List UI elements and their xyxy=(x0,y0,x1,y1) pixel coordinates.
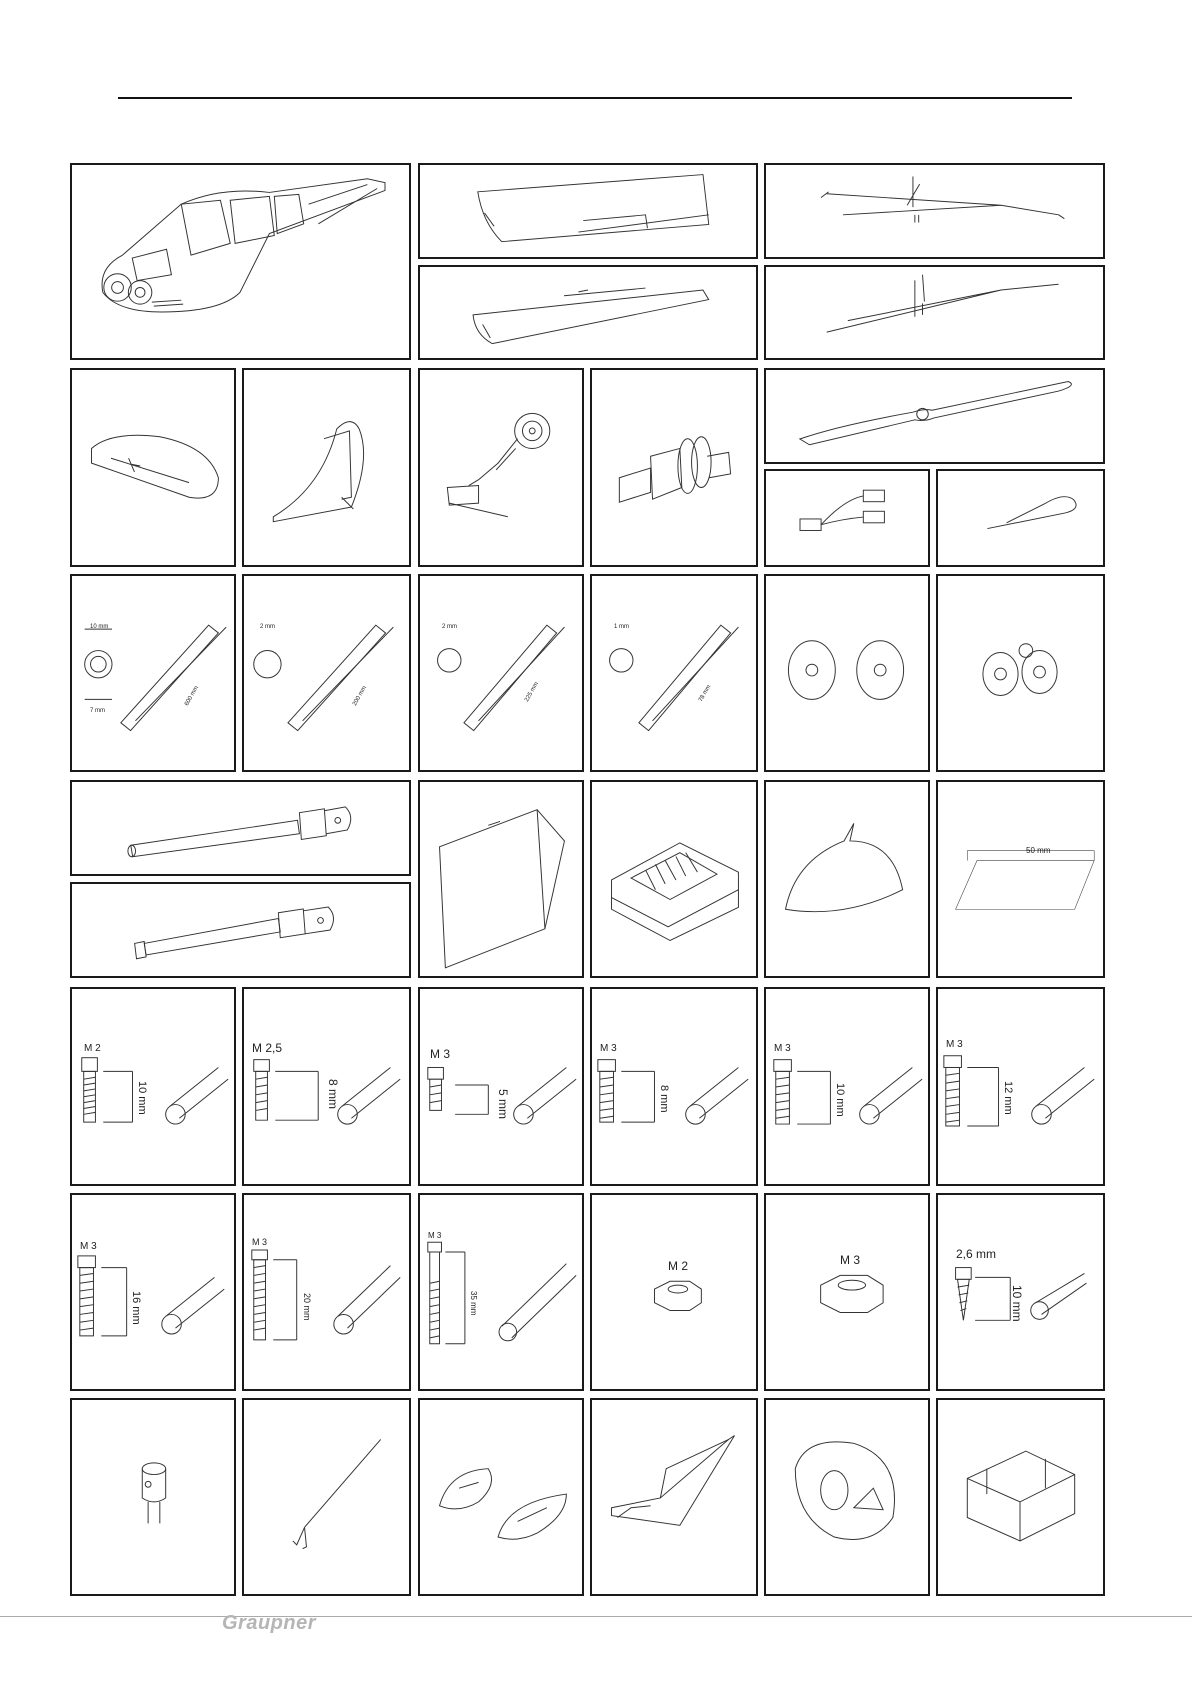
screw-m3-8-drawing xyxy=(592,989,756,1184)
part-rod-10mm xyxy=(70,574,236,772)
part-cowl-ring xyxy=(764,1398,930,1596)
part-rod-2mm-225 xyxy=(418,574,584,772)
part-strut-left xyxy=(764,163,1105,259)
part-small-wheels xyxy=(936,574,1105,772)
part-strut-right xyxy=(764,265,1105,360)
part-screw-m25-8 xyxy=(242,987,411,1186)
nut-m2-drawing xyxy=(592,1195,756,1389)
part-wood-screw xyxy=(936,1193,1105,1391)
screw-m3-10-length-label: 10 mm xyxy=(834,1083,846,1117)
screw-m3-5-thread-label: M 3 xyxy=(430,1047,451,1061)
screw-m3-16-thread-label: M 3 xyxy=(80,1241,97,1252)
propeller-drawing xyxy=(766,370,1103,462)
part-rod-2mm-200 xyxy=(242,574,411,772)
stabilizer-drawing xyxy=(72,370,234,565)
strut-left-drawing xyxy=(766,165,1103,257)
tail-wheel-drawing xyxy=(420,370,582,565)
shaft-2-drawing xyxy=(72,884,409,976)
screw-m3-8-thread-label: M 3 xyxy=(600,1043,617,1054)
screw-m3-16-length-label: 16 mm xyxy=(130,1291,142,1325)
part-nut-m3 xyxy=(764,1193,930,1391)
small-wheels-drawing xyxy=(938,576,1103,770)
landing-gear-drawing xyxy=(592,1400,756,1594)
wood-screw-dia-label: 2,6 mm xyxy=(956,1247,997,1261)
screw-m3-20-thread-label: M 3 xyxy=(252,1237,268,1247)
part-tail-wheel xyxy=(418,368,584,567)
part-screw-m3-35 xyxy=(418,1193,584,1391)
spinner-drawing xyxy=(766,782,928,976)
part-landing-gear xyxy=(590,1398,758,1596)
brand-logo: Graupner xyxy=(222,1612,317,1634)
part-spinner xyxy=(764,780,930,978)
screw-m3-12-length-label: 12 mm xyxy=(1002,1081,1014,1115)
shaft-1-drawing xyxy=(72,782,409,874)
wood-screw-length-label: 10 mm xyxy=(1010,1285,1024,1322)
wing-right-drawing xyxy=(420,165,756,257)
part-motor-box xyxy=(936,1398,1105,1596)
nut-m3-label: M 3 xyxy=(840,1253,861,1267)
screw-m25-8-thread-label: M 2,5 xyxy=(252,1041,283,1055)
rod-2mm-200-dia-label: 2 mm xyxy=(260,624,275,630)
part-cabin-block xyxy=(418,780,584,978)
screw-m3-10-drawing xyxy=(766,989,928,1184)
part-screw-m3-12 xyxy=(936,987,1105,1186)
fuselage-drawing xyxy=(72,165,409,358)
screw-m2-10-length-label: 10 mm xyxy=(136,1081,148,1115)
motor-box-drawing xyxy=(938,1400,1103,1594)
rod-10mm-dia-label: 10 mm xyxy=(90,624,109,630)
part-battery-tray xyxy=(590,780,758,978)
part-rudder xyxy=(242,368,411,567)
part-screw-m2-10 xyxy=(70,987,236,1186)
rod-1mm-drawing xyxy=(592,576,756,770)
cowl-ring-drawing xyxy=(766,1400,928,1594)
collet-drawing xyxy=(72,1400,234,1594)
screw-m3-8-length-label: 8 mm xyxy=(658,1085,670,1113)
part-shaft-2 xyxy=(70,882,411,978)
screw-m3-16-drawing xyxy=(72,1195,234,1389)
screw-m3-12-drawing xyxy=(938,989,1103,1184)
part-fuselage xyxy=(70,163,411,360)
part-screw-m3-5 xyxy=(418,987,584,1186)
strut-right-drawing xyxy=(766,267,1103,358)
screw-m3-12-thread-label: M 3 xyxy=(946,1039,963,1050)
part-screw-m3-20 xyxy=(242,1193,411,1391)
part-propeller xyxy=(764,368,1105,464)
motor-mount-drawing xyxy=(592,370,756,565)
screw-m3-20-length-label: 20 mm xyxy=(302,1293,312,1321)
screw-m3-35-drawing xyxy=(420,1195,582,1389)
screw-m3-5-length-label: 5 mm xyxy=(496,1089,510,1119)
rod-10mm-length-label: 600 mm xyxy=(184,685,201,707)
part-screw-m3-10 xyxy=(764,987,930,1186)
screw-m3-10-thread-label: M 3 xyxy=(774,1043,791,1054)
pushrod-drawing xyxy=(244,1400,409,1594)
wheel-pants-drawing xyxy=(420,1400,582,1594)
nut-m3-drawing xyxy=(766,1195,928,1389)
rod-2mm-225-dia-label: 2 mm xyxy=(442,624,457,630)
header-rule xyxy=(118,97,1072,99)
cabin-block-drawing xyxy=(420,782,582,976)
y-cable-drawing xyxy=(766,471,928,565)
part-stabilizer xyxy=(70,368,236,567)
rod-10mm-drawing xyxy=(72,576,234,770)
footer-rule xyxy=(0,1616,1192,1617)
rod-2mm-225-drawing xyxy=(420,576,582,770)
rod-1mm-length-label: 78 mm xyxy=(698,684,713,703)
part-nut-m2 xyxy=(590,1193,758,1391)
battery-tray-drawing xyxy=(592,782,756,976)
screw-m2-10-thread-label: M 2 xyxy=(84,1043,101,1054)
part-wing-left xyxy=(418,265,758,360)
part-wing-right xyxy=(418,163,758,259)
rod-1mm-dia-label: 1 mm xyxy=(614,624,629,630)
rudder-drawing xyxy=(244,370,409,565)
screw-m3-5-drawing xyxy=(420,989,582,1184)
screw-m3-35-length-label: 35 mm xyxy=(469,1291,478,1316)
screw-m2-10-drawing xyxy=(72,989,234,1184)
mesh-width-label: 50 mm xyxy=(1026,846,1051,855)
part-y-cable xyxy=(764,469,930,567)
mesh-drawing xyxy=(938,782,1103,976)
wing-left-drawing xyxy=(420,267,756,358)
rod-2mm-200-drawing xyxy=(244,576,409,770)
screw-m3-20-drawing xyxy=(244,1195,409,1389)
nut-m2-label: M 2 xyxy=(668,1259,689,1273)
main-wheels-drawing xyxy=(766,576,928,770)
screw-m3-35-thread-label: M 3 xyxy=(428,1231,442,1240)
part-rod-1mm xyxy=(590,574,758,772)
rod-2mm-225-length-label: 225 mm xyxy=(524,681,541,703)
rod-10mm-inner-label: 7 mm xyxy=(90,708,105,714)
part-screw-m3-8 xyxy=(590,987,758,1186)
screw-m25-8-length-label: 8 mm xyxy=(326,1079,340,1109)
part-shaft-1 xyxy=(70,780,411,876)
clip-drawing xyxy=(938,471,1103,565)
part-mesh xyxy=(936,780,1105,978)
part-main-wheels xyxy=(764,574,930,772)
part-collet xyxy=(70,1398,236,1596)
part-pushrod xyxy=(242,1398,411,1596)
part-clip xyxy=(936,469,1105,567)
part-wheel-pants xyxy=(418,1398,584,1596)
part-motor-mount xyxy=(590,368,758,567)
part-screw-m3-16 xyxy=(70,1193,236,1391)
rod-2mm-200-length-label: 200 mm xyxy=(352,685,369,707)
